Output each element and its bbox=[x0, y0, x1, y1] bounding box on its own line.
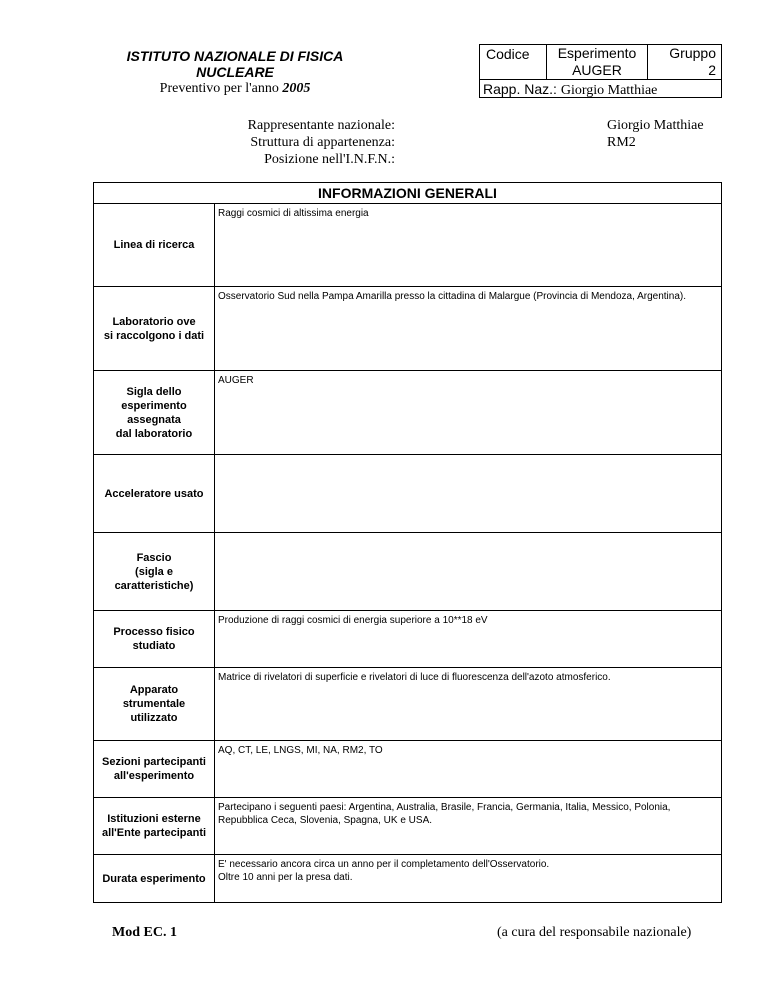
info-row bbox=[94, 798, 721, 855]
struttura-label: Struttura di appartenenza: bbox=[250, 135, 395, 150]
info-row bbox=[94, 668, 721, 741]
preventivo-label: Preventivo per l'anno bbox=[159, 81, 279, 96]
info-row-value bbox=[215, 855, 721, 906]
rappresentante-value: Giorgio Matthiae bbox=[607, 118, 704, 133]
gruppo-value: 2 bbox=[708, 62, 716, 78]
info-row bbox=[94, 455, 721, 533]
rapp-naz-label: Rapp. Naz.: bbox=[483, 81, 557, 97]
info-row-label bbox=[94, 668, 215, 740]
info-row-label-text: Istituzioni esterne all'Ente partecipanti bbox=[101, 813, 207, 839]
info-row-label bbox=[94, 371, 215, 454]
info-row-value bbox=[215, 741, 721, 800]
esperimento-label: Esperimento bbox=[557, 45, 637, 61]
info-row-label-text: Apparato strumentale utilizzato bbox=[122, 684, 186, 724]
info-row-value-line: Osservatorio Sud nella Pampa Amarilla presso la cittadina di Malargue (Provincia di Mendoza, Argentina). bbox=[218, 291, 687, 302]
general-info-title: INFORMAZIONI GENERALI bbox=[94, 183, 721, 204]
info-row-value bbox=[215, 455, 721, 535]
info-row-value bbox=[215, 371, 721, 457]
info-row-value bbox=[215, 668, 721, 743]
info-row-label-text: Linea di ricerca bbox=[113, 239, 195, 251]
info-row-label bbox=[94, 611, 215, 667]
info-row bbox=[94, 741, 721, 798]
info-row-value bbox=[215, 798, 721, 857]
rapp-naz-row bbox=[480, 79, 721, 98]
info-row bbox=[94, 533, 721, 611]
info-row-label bbox=[94, 741, 215, 797]
info-row-value-line: E' necessario ancora circa un anno per il completamento dell'Osservatorio. bbox=[218, 859, 550, 870]
info-row-value-line: Repubblica Ceca, Slovenia, Spagna, UK e USA. bbox=[218, 815, 433, 826]
info-row-value-line: Partecipano i seguenti paesi: Argentina, Australia, Brasile, Francia, Germania, Italia, Messico, Polonia, bbox=[218, 802, 671, 813]
info-row-value bbox=[215, 533, 721, 613]
info-row-value-line: Matrice di rivelatori di superficie e rivelatori di luce di fluorescenza dell'azoto atmosferico. bbox=[218, 672, 611, 683]
info-row bbox=[94, 204, 721, 287]
info-row bbox=[94, 287, 721, 371]
info-row-value-line: AQ, CT, LE, LNGS, MI, NA, RM2, TO bbox=[218, 745, 383, 756]
info-row-label bbox=[94, 204, 215, 286]
info-row bbox=[94, 611, 721, 668]
info-row-value bbox=[215, 204, 721, 289]
rappresentante-label: Rappresentante nazionale: bbox=[247, 118, 395, 133]
esperimento-cell bbox=[547, 45, 648, 79]
info-row-label bbox=[94, 798, 215, 854]
footer-note: (a cura del responsabile nazionale) bbox=[497, 925, 692, 940]
form-code: Mod EC. 1 bbox=[112, 925, 177, 940]
institute-header bbox=[100, 48, 370, 98]
info-row-label bbox=[94, 855, 215, 903]
gruppo-label: Gruppo bbox=[669, 45, 716, 61]
info-row-value-line: Produzione di raggi cosmici di energia superiore a 10**18 eV bbox=[218, 615, 488, 626]
info-row-value bbox=[215, 287, 721, 373]
info-row-label-text: Laboratorio ove si raccolgono i dati bbox=[103, 315, 205, 342]
info-row-label-text: Durata esperimento bbox=[102, 873, 206, 885]
info-row-value bbox=[215, 611, 721, 670]
info-row-label bbox=[94, 287, 215, 370]
gruppo-cell bbox=[648, 45, 722, 79]
posizione-label: Posizione nell'I.N.F.N.: bbox=[264, 152, 395, 167]
info-row-label bbox=[94, 533, 215, 610]
info-row-value-line: Raggi cosmici di altissima energia bbox=[218, 208, 369, 219]
general-info-table bbox=[93, 182, 722, 903]
info-row-value-line: AUGER bbox=[218, 375, 254, 386]
info-row bbox=[94, 855, 721, 903]
preventivo-year: 2005 bbox=[282, 81, 311, 96]
rapp-naz-value: Giorgio Matthiae bbox=[560, 83, 658, 98]
info-row-value-line: Oltre 10 anni per la presa dati. bbox=[218, 872, 353, 883]
institute-name-line1: ISTITUTO NAZIONALE DI FISICA bbox=[126, 48, 344, 64]
struttura-value: RM2 bbox=[607, 135, 636, 150]
institute-name-line2: NUCLEARE bbox=[196, 64, 274, 80]
esperimento-value: AUGER bbox=[572, 62, 622, 78]
info-row bbox=[94, 371, 721, 455]
info-row-label bbox=[94, 455, 215, 532]
info-row-label-text: Sezioni partecipanti all'esperimento bbox=[102, 756, 206, 782]
code-box bbox=[479, 44, 722, 98]
info-row-label-text: Fascio (sigla e caratteristiche) bbox=[114, 551, 194, 592]
info-row-label-text: Acceleratore usato bbox=[104, 487, 204, 500]
info-row-label-text: Sigla dello esperimento assegnata dal laboratorio bbox=[115, 385, 193, 440]
info-row-label-text: Processo fisico studiato bbox=[113, 626, 195, 652]
preventivo-line bbox=[100, 80, 370, 98]
codice-label: Codice bbox=[480, 45, 547, 79]
